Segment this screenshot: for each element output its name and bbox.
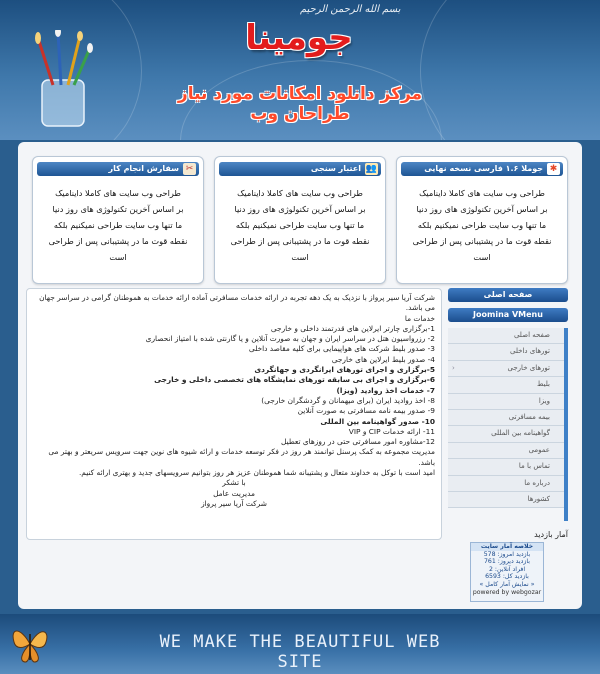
stats-yesterday: بازدید دیروز: 761 <box>483 558 531 566</box>
article-line: 12-مشاوره امور مسافرتی حتی در روزهای تعطیل <box>281 437 435 447</box>
sidebar-item-label: گواهینامه بین المللی <box>491 429 550 438</box>
sidebar-item-travel-insurance[interactable] <box>448 410 564 426</box>
text-line: بر اساس آخرین تکنولوژی های روز دنیا <box>234 204 366 214</box>
article-line: خدمات ما <box>404 313 435 323</box>
feature-box-text <box>221 185 379 265</box>
sidebar-item-home[interactable] <box>448 328 564 344</box>
feature-box-text <box>39 185 197 265</box>
stats-header: خلاصه آمار سایت <box>471 543 543 551</box>
text-line: نقطه قوت ما در پشتیبانی پس از طراحی است <box>412 236 552 262</box>
stats-title: آمار بازدید <box>534 530 568 539</box>
feature-boxes <box>28 156 572 284</box>
text-line: طراحی وب سایت های کاملا داینامیک <box>55 188 181 198</box>
article-line: شرکت آریا سیر پرواز <box>201 498 267 508</box>
sidebar-item-foreign-tours[interactable] <box>448 361 564 377</box>
article-line: 1-برگزاری چارتر ایرلاین های قدرتمند داخلی و خارجی <box>270 323 435 333</box>
article-line: مدیریت مجموعه به کمک پرسنل توانمند هر روز در فکر توسعه خدمات و ارائه شیوه های نوین جهت سرویس سریعتر و بهتر می <box>48 447 435 457</box>
sidebar-item-countries[interactable] <box>448 492 564 508</box>
sidebar-item-label: تورهای داخلی <box>509 347 550 356</box>
text-line: طراحی وب سایت های کاملا داینامیک <box>237 188 363 198</box>
feature-box-joomla <box>396 156 568 284</box>
feature-box-title[interactable] <box>401 162 563 176</box>
article-line: 9- صدور بیمه نامه مسافرتی به صورت آنلاین <box>297 406 435 416</box>
site-header <box>0 0 600 140</box>
stats-today: بازدید امروز: 578 <box>483 550 531 558</box>
stats-full-link[interactable]: « نمایش آمار کامل » <box>479 580 535 588</box>
article-line: شرکت آریا سیر پرواز با نزدیک به یک دهه تجربه در ارائه خدمات مسافرتی آماده ارائه خدمات به هموطنان گرامی در سراسر جهان <box>39 293 435 302</box>
feature-box-title-text: سفارش انجام کار <box>108 164 179 173</box>
users-icon: 👥 <box>365 164 378 174</box>
butterfly-icon <box>10 622 50 666</box>
text-line: بر اساس آخرین تکنولوژی های روز دنیا <box>52 204 184 214</box>
sidebar-item-intl-license[interactable] <box>448 426 564 442</box>
text-line: ما تنها وب سایت طراحی نمیکنیم بلکه <box>417 220 547 230</box>
article-line: 8- اخذ روادید ایران (برای میهمانان و گردشگران خارجی) <box>261 395 435 405</box>
stats-online: افراد آنلاین: 2 <box>488 565 526 573</box>
stats-powered-by[interactable]: powered by webgozar <box>472 588 542 596</box>
sidebar-item-contact[interactable] <box>448 459 564 475</box>
article-line: با تشکر <box>222 478 246 488</box>
sidebar-item-label: بیمه مسافرتی <box>508 412 550 421</box>
article-line: 6-برگزاری و اجرای بی سابقه تورهای نمایشگاه های تخصصی داخلی و خارجی <box>154 375 435 385</box>
sidebar-item-general[interactable] <box>448 443 564 459</box>
feature-box-title-text: اعتبار سنجی <box>310 164 361 173</box>
article-line: می باشد. <box>405 303 435 313</box>
chevron-left-icon: ‹ <box>452 363 455 372</box>
sidebar-accent-bar <box>564 328 568 521</box>
sidebar-item-label: تورهای خارجی <box>507 363 550 372</box>
main-content <box>26 288 442 540</box>
sidebar-item-visa[interactable] <box>448 394 564 410</box>
stats-widget <box>470 542 544 602</box>
sidebar-item-label: بلیط <box>536 380 550 389</box>
sidebar-item-label: تماس با ما <box>518 462 550 471</box>
article-line: 7- خدمات اخذ روادید (ویزا) <box>336 385 435 395</box>
decorative-swirl <box>420 0 600 140</box>
sidebar-item-domestic-tours[interactable] <box>448 344 564 360</box>
article-line: 2- رزرواسیون هتل در سراسر ایران و جهان به صورت آنلاین و یا گارنتی شده با امتیاز انحصاری <box>145 334 435 344</box>
site-footer <box>0 614 600 674</box>
sidebar-item-label: درباره ما <box>524 478 550 487</box>
article-line: 5-برگزاری و اجرای تورهای ایرانگردی و جهانگردی <box>254 365 435 375</box>
feature-box-title-text: جوملا ۱.۶ فارسی نسخه نهایی <box>424 164 543 173</box>
paintbrush-jar-icon <box>28 30 98 130</box>
feature-box-text <box>403 185 561 265</box>
sidebar-item-label: کشورها <box>527 494 550 503</box>
site-slogan: مرکز دانلود امکانات مورد نیاز طراحان وب <box>177 84 423 124</box>
text-line: ما تنها وب سایت طراحی نمیکنیم بلکه <box>53 220 183 230</box>
article-line: باشد. <box>418 457 435 467</box>
text-line: ما تنها وب سایت طراحی نمیکنیم بلکه <box>235 220 365 230</box>
article-line: 4- صدور بلیط ایرلاین های خارجی <box>331 354 435 364</box>
feature-box-validation <box>214 156 386 284</box>
sidebar-title-home[interactable]: صفحه اصلی <box>448 288 568 302</box>
feature-box-title[interactable] <box>37 162 199 176</box>
content-wrapper <box>18 142 582 609</box>
feature-box-order <box>32 156 204 284</box>
article-line: مدیریت عامل <box>213 488 255 498</box>
sidebar-item-ticket[interactable] <box>448 377 564 393</box>
feature-box-title[interactable] <box>219 162 381 176</box>
calligraphy-text: بسم الله الرحمن الرحيم <box>300 4 401 15</box>
sidebar-item-about[interactable] <box>448 476 564 492</box>
article-line: 11- ارائه خدمات CIP و VIP <box>348 426 435 436</box>
sidebar-item-label: عمومی <box>528 445 550 454</box>
sidebar-title-vmenu: Joomina VMenu <box>448 308 568 322</box>
article-body <box>33 293 435 509</box>
tools-icon: ✂ <box>183 163 196 175</box>
footer-slogan: WE MAKE THE BEAUTIFUL WEB SITE <box>159 632 441 672</box>
text-line: طراحی وب سایت های کاملا داینامیک <box>419 188 545 198</box>
text-line: نقطه قوت ما در پشتیبانی پس از طراحی است <box>230 236 370 262</box>
stats-total: بازدید کل: 6593 <box>485 573 529 581</box>
article-line: امید است با توکل به خداوند متعال و پشتیبانه شما هموطنان عزیز هر روز بتوانیم سرویسهای جدید و بهتری ارائه کنیم. <box>78 468 435 478</box>
sidebar-item-label: ویزا <box>538 396 550 405</box>
sidebar <box>448 288 568 520</box>
article-line: 10- صدور گواهینامه بین المللی <box>320 416 435 426</box>
text-line: نقطه قوت ما در پشتیبانی پس از طراحی است <box>48 236 188 262</box>
sidebar-item-label: صفحه اصلی <box>513 331 550 339</box>
joomla-icon: ✱ <box>547 163 560 175</box>
article-line: 3- صدور بلیط شرکت های هواپیمایی برای کلیه مقاصد داخلی <box>248 344 435 354</box>
sidebar-menu <box>448 328 564 508</box>
site-logo[interactable]: جومینا <box>245 18 353 58</box>
text-line: بر اساس آخرین تکنولوژی های روز دنیا <box>416 204 548 214</box>
